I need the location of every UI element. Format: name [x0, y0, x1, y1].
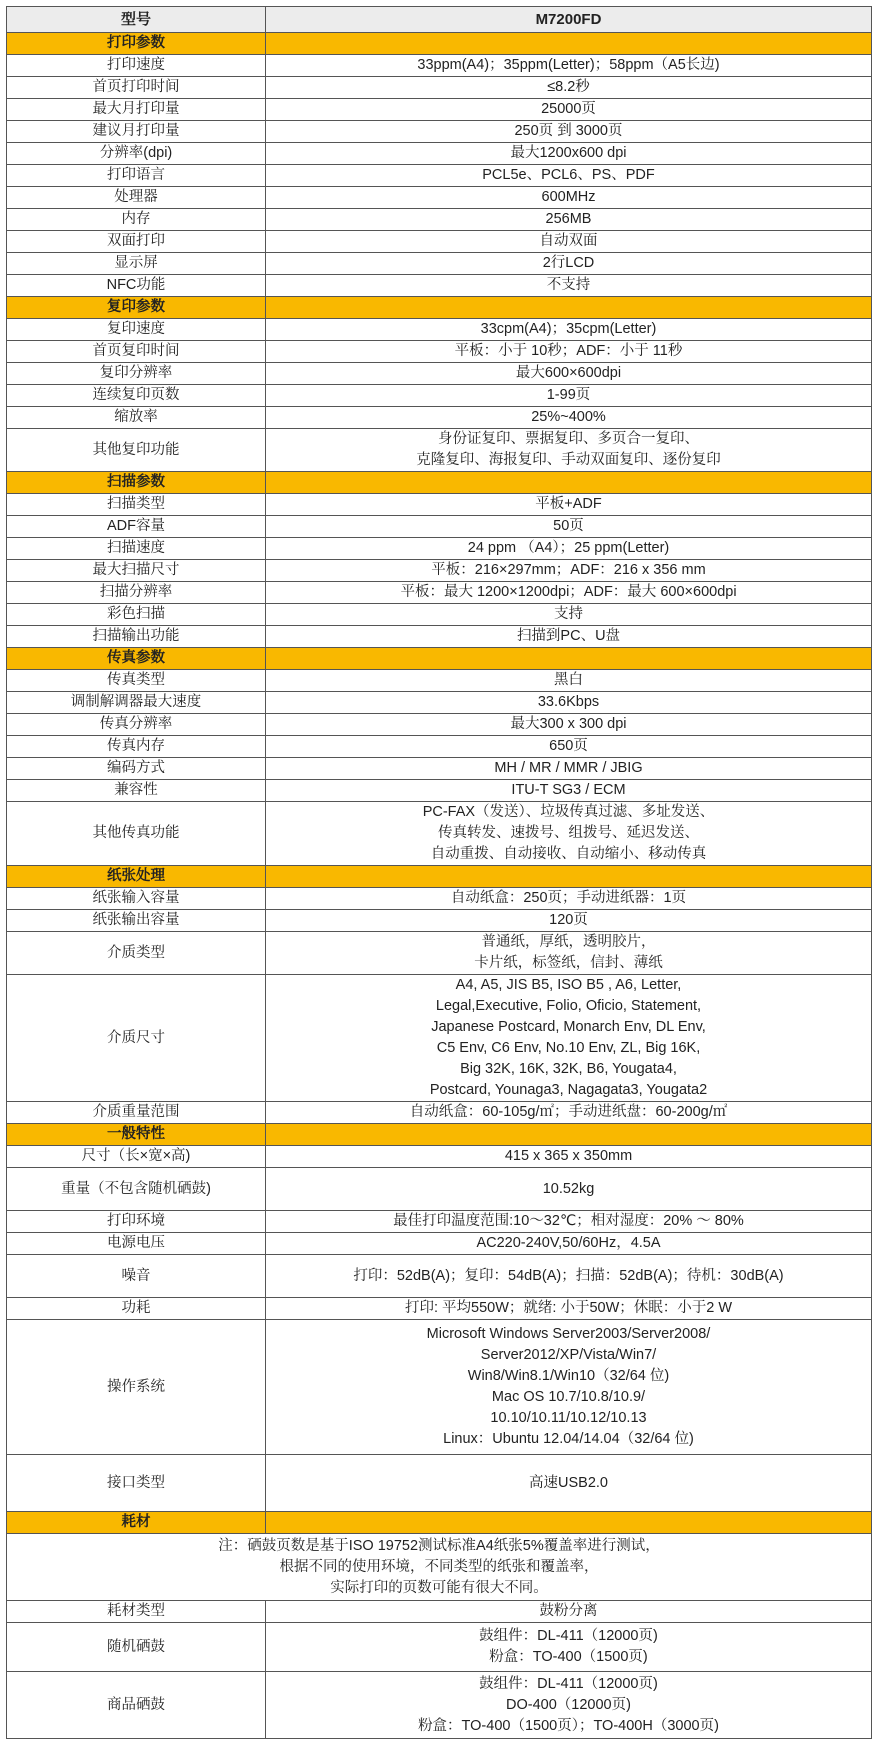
- header-row: [7, 7, 872, 33]
- spec-value-line: 1-99页: [546, 387, 591, 403]
- spec-value: [266, 888, 872, 910]
- spec-label: 显示屏: [7, 253, 266, 275]
- spec-row: [7, 1146, 872, 1168]
- spec-value-line: 身份证复印、票据复印、多页合一复印、: [438, 431, 699, 447]
- spec-value: [266, 1672, 872, 1739]
- spec-value: [266, 55, 872, 77]
- spec-row: [7, 385, 872, 407]
- spec-value: [266, 692, 872, 714]
- spec-value-line: 最佳打印温度范围:10～32℃；相对湿度：20% ～ 80%: [393, 1213, 744, 1229]
- spec-row: [7, 55, 872, 77]
- spec-row: [7, 604, 872, 626]
- spec-value-line: 最大600×600dpi: [515, 365, 622, 381]
- spec-row: [7, 187, 872, 209]
- spec-value: [266, 1233, 872, 1255]
- spec-value-line: 24 ppm （A4）；25 ppm(Letter): [467, 540, 670, 556]
- spec-label: 传真分辨率: [7, 714, 266, 736]
- spec-value-line: 克隆复印、海报复印、手动双面复印、逐份复印: [416, 452, 721, 468]
- spec-value-line: 扫描到PC、U盘: [516, 628, 621, 644]
- spec-value-line: 普通纸，厚纸，透明胶片，: [481, 934, 656, 950]
- spec-row: [7, 99, 872, 121]
- spec-value: [266, 736, 872, 758]
- spec-row: [7, 121, 872, 143]
- spec-row: [7, 1211, 872, 1233]
- section-header-row: [7, 33, 872, 55]
- spec-value-line: 最大300 x 300 dpi: [510, 716, 627, 732]
- header-model-cell: M7200FD: [266, 7, 872, 33]
- spec-value-line: 自动重拨、自动接收、自动缩小、移动传真: [430, 846, 707, 862]
- spec-label: 彩色扫描: [7, 604, 266, 626]
- spec-row: [7, 626, 872, 648]
- spec-value: [266, 99, 872, 121]
- section-header-row: [7, 648, 872, 670]
- spec-value: [266, 363, 872, 385]
- spec-label: 介质类型: [7, 932, 266, 975]
- spec-value: [266, 341, 872, 363]
- spec-value: [266, 1211, 872, 1233]
- section-header-blank: [266, 866, 872, 888]
- spec-row: [7, 319, 872, 341]
- spec-row: [7, 560, 872, 582]
- spec-value: [266, 1146, 872, 1168]
- section-header-blank: [266, 648, 872, 670]
- spec-value: [266, 604, 872, 626]
- spec-label: 打印语言: [7, 165, 266, 187]
- spec-value-line: 支持: [554, 606, 583, 622]
- spec-value-line: 鼓组件：DL-411（12000页): [479, 1628, 658, 1644]
- section-header-blank: [266, 472, 872, 494]
- spec-value: [266, 516, 872, 538]
- spec-row: [7, 494, 872, 516]
- spec-label: 调制解调器最大速度: [7, 692, 266, 714]
- spec-label: 缩放率: [7, 407, 266, 429]
- spec-value-line: AC220-240V,50/60Hz，4.5A: [476, 1235, 661, 1251]
- spec-value-line: MH / MR / MMR / JBIG: [494, 760, 643, 776]
- spec-value-line: 25000页: [541, 101, 596, 117]
- spec-value-line: PC-FAX（发送）、垃圾传真过滤、多址发送、: [422, 804, 715, 820]
- spec-row: [7, 538, 872, 560]
- spec-label: 扫描输出功能: [7, 626, 266, 648]
- spec-value-line: Server2012/XP/Vista/Win7/: [480, 1347, 657, 1363]
- spec-value-line: 256MB: [545, 211, 592, 227]
- spec-value: [266, 538, 872, 560]
- spec-value-line: 打印：52dB(A)；复印：54dB(A)；扫描：52dB(A)；待机：30dB(A): [353, 1267, 784, 1284]
- spec-label: 纸张输出容量: [7, 910, 266, 932]
- section-title: 扫描参数: [7, 472, 266, 494]
- spec-value-line: 粉盒：TO-400（1500页）；TO-400H（3000页): [418, 1717, 719, 1734]
- spec-value-line: Japanese Postcard, Monarch Env, DL Env,: [431, 1019, 706, 1035]
- spec-value: [266, 1623, 872, 1672]
- spec-label: 电源电压: [7, 1233, 266, 1255]
- spec-row: [7, 1168, 872, 1211]
- section-header-blank: [266, 297, 872, 319]
- spec-row: [7, 888, 872, 910]
- section-title: 传真参数: [7, 648, 266, 670]
- spec-row: [7, 1455, 872, 1512]
- spec-row: [7, 692, 872, 714]
- spec-value-line: 打印: 平均550W；就绪: 小于50W；休眠：小于2 W: [404, 1300, 733, 1316]
- spec-value-line: 不支持: [546, 277, 591, 293]
- spec-label: 随机硒鼓: [7, 1623, 266, 1672]
- spec-value: [266, 780, 872, 802]
- spec-row: [7, 1102, 872, 1124]
- spec-value-line: A4, A5, JIS B5, ISO B5 , A6, Letter,: [455, 977, 682, 993]
- spec-row: [7, 407, 872, 429]
- spec-value-line: 650页: [549, 738, 588, 754]
- spec-value: [266, 319, 872, 341]
- spec-row: [7, 975, 872, 1102]
- section-title: 一般特性: [7, 1124, 266, 1146]
- spec-value: [266, 1298, 872, 1320]
- spec-row: [7, 165, 872, 187]
- spec-label: 重量（不包含随机硒鼓): [7, 1168, 266, 1211]
- note-cell: [7, 1534, 872, 1601]
- spec-row: [7, 910, 872, 932]
- spec-value-line: Linux：Ubuntu 12.04/14.04（32/64 位): [443, 1431, 694, 1447]
- spec-value: [266, 714, 872, 736]
- spec-value: [266, 253, 872, 275]
- spec-label: 其他复印功能: [7, 429, 266, 472]
- spec-value-line: 平板：最大 1200×1200dpi；ADF：最大 600×600dpi: [400, 584, 737, 600]
- spec-label: 商品硒鼓: [7, 1672, 266, 1739]
- spec-label: 最大扫描尺寸: [7, 560, 266, 582]
- spec-label: 最大月打印量: [7, 99, 266, 121]
- spec-label: 其他传真功能: [7, 802, 266, 866]
- spec-value-line: 鼓粉分离: [539, 1603, 598, 1619]
- spec-value: [266, 1255, 872, 1298]
- spec-row: [7, 714, 872, 736]
- spec-value-line: 250页 到 3000页: [514, 123, 623, 139]
- spec-value-line: 高速USB2.0: [529, 1474, 608, 1491]
- spec-label: 尺寸（长×宽×高): [7, 1146, 266, 1168]
- spec-value-line: 自动纸盒：250页；手动进纸器：1页: [450, 890, 687, 906]
- spec-row: [7, 253, 872, 275]
- section-title: 打印参数: [7, 33, 266, 55]
- spec-value-line: 415 x 365 x 350mm: [504, 1148, 633, 1164]
- spec-value-line: 最大1200x600 dpi: [510, 145, 627, 161]
- spec-label: NFC功能: [7, 275, 266, 297]
- spec-value: [266, 209, 872, 231]
- spec-value-line: 平板：216×297mm；ADF：216 x 356 mm: [431, 562, 706, 578]
- spec-value-line: 卡片纸，标签纸，信封、薄纸: [474, 955, 663, 971]
- spec-value-line: 粉盒：TO-400（1500页): [489, 1649, 648, 1665]
- spec-row: [7, 736, 872, 758]
- spec-value: [266, 1320, 872, 1455]
- spec-value-line: 10.52kg: [542, 1180, 595, 1197]
- spec-label: 介质尺寸: [7, 975, 266, 1102]
- spec-value-line: 600MHz: [541, 189, 596, 205]
- section-header-row: [7, 1124, 872, 1146]
- spec-value: [266, 758, 872, 780]
- spec-value-line: 自动纸盒：60-105g/㎡；手动进纸盘：60-200g/㎡: [409, 1104, 728, 1120]
- spec-label: 操作系统: [7, 1320, 266, 1455]
- spec-value-line: PCL5e、PCL6、PS、PDF: [482, 167, 655, 183]
- spec-value: [266, 77, 872, 99]
- spec-label: 复印分辨率: [7, 363, 266, 385]
- spec-label: ADF容量: [7, 516, 266, 538]
- spec-value: [266, 802, 872, 866]
- spec-value: [266, 560, 872, 582]
- spec-label: 噪音: [7, 1255, 266, 1298]
- spec-row: [7, 341, 872, 363]
- spec-value-line: 10.10/10.11/10.12/10.13: [490, 1410, 647, 1426]
- spec-row: [7, 582, 872, 604]
- section-header-row: [7, 866, 872, 888]
- section-title: 复印参数: [7, 297, 266, 319]
- spec-row: [7, 77, 872, 99]
- spec-row: [7, 758, 872, 780]
- spec-label: 耗材类型: [7, 1601, 266, 1623]
- spec-row: [7, 143, 872, 165]
- spec-value-line: 120页: [549, 912, 588, 928]
- spec-label: 连续复印页数: [7, 385, 266, 407]
- spec-value-line: Big 32K, 16K, 32K, B6, Yougata4,: [460, 1061, 677, 1077]
- spec-value-line: 自动双面: [539, 233, 598, 249]
- section-title: 纸张处理: [7, 866, 266, 888]
- spec-label: 打印环境: [7, 1211, 266, 1233]
- spec-value-line: 平板+ADF: [535, 496, 602, 512]
- note-row: [7, 1534, 872, 1601]
- spec-row: [7, 516, 872, 538]
- spec-value: [266, 1168, 872, 1211]
- spec-value-line: Microsoft Windows Server2003/Server2008/: [426, 1326, 711, 1342]
- spec-value: [266, 187, 872, 209]
- section-header-row: [7, 297, 872, 319]
- spec-value: [266, 582, 872, 604]
- spec-row: [7, 1601, 872, 1623]
- spec-label: 首页复印时间: [7, 341, 266, 363]
- spec-value-line: ≤8.2秒: [547, 79, 590, 95]
- spec-label: 扫描类型: [7, 494, 266, 516]
- spec-row: [7, 363, 872, 385]
- spec-row: [7, 1623, 872, 1672]
- spec-value-line: 33cpm(A4)；35cpm(Letter): [480, 321, 657, 337]
- spec-row: [7, 231, 872, 253]
- spec-value-line: 鼓组件：DL-411（12000页): [479, 1675, 658, 1692]
- spec-value-line: 黑白: [554, 672, 583, 688]
- spec-value: [266, 1102, 872, 1124]
- spec-value-line: C5 Env, C6 Env, No.10 Env, ZL, Big 16K,: [436, 1040, 701, 1056]
- spec-label: 分辨率(dpi): [7, 143, 266, 165]
- spec-value: [266, 121, 872, 143]
- spec-label: 接口类型: [7, 1455, 266, 1512]
- spec-label: 传真类型: [7, 670, 266, 692]
- note-line: 实际打印的页数可能有很大不同。: [330, 1579, 548, 1596]
- spec-label: 首页打印时间: [7, 77, 266, 99]
- note-line: 根据不同的使用环境，不同类型的纸张和覆盖率，: [279, 1558, 599, 1575]
- spec-row: [7, 209, 872, 231]
- spec-label: 扫描速度: [7, 538, 266, 560]
- spec-value: [266, 1601, 872, 1623]
- spec-value: [266, 670, 872, 692]
- spec-row: [7, 1298, 872, 1320]
- spec-value-line: Win8/Win8.1/Win10（32/64 位): [467, 1368, 670, 1384]
- spec-row: [7, 1672, 872, 1739]
- spec-value-line: DO-400（12000页): [506, 1696, 631, 1713]
- spec-row: [7, 429, 872, 472]
- spec-label: 双面打印: [7, 231, 266, 253]
- spec-row: [7, 670, 872, 692]
- spec-value-line: 平板：小于 10秒；ADF：小于 11秒: [454, 343, 683, 359]
- section-header-blank: [266, 33, 872, 55]
- spec-value: [266, 231, 872, 253]
- spec-label: 建议月打印量: [7, 121, 266, 143]
- section-header-row: [7, 1512, 872, 1534]
- spec-value-line: 25%~400%: [531, 409, 606, 425]
- spec-value: [266, 385, 872, 407]
- spec-value: [266, 165, 872, 187]
- spec-label: 传真内存: [7, 736, 266, 758]
- spec-label: 处理器: [7, 187, 266, 209]
- spec-value: [266, 932, 872, 975]
- spec-label: 打印速度: [7, 55, 266, 77]
- spec-value: [266, 494, 872, 516]
- section-header-blank: [266, 1512, 872, 1534]
- spec-value: [266, 275, 872, 297]
- spec-row: [7, 275, 872, 297]
- spec-row: [7, 1320, 872, 1455]
- spec-label: 介质重量范围: [7, 1102, 266, 1124]
- spec-value-line: Legal,Executive, Folio, Oficio, Statement,: [435, 998, 702, 1014]
- spec-value: [266, 407, 872, 429]
- spec-value: [266, 910, 872, 932]
- spec-value: [266, 143, 872, 165]
- spec-value-line: 传真转发、速拨号、组拨号、延迟发送、: [438, 825, 699, 841]
- spec-value-line: 2行LCD: [542, 255, 595, 271]
- spec-label: 复印速度: [7, 319, 266, 341]
- spec-value-line: 33.6Kbps: [537, 694, 600, 710]
- spec-value: [266, 1455, 872, 1512]
- spec-row: [7, 802, 872, 866]
- section-title: 耗材: [7, 1512, 266, 1534]
- spec-value-line: 50页: [553, 518, 584, 534]
- spec-row: [7, 1255, 872, 1298]
- spec-value-line: Postcard, Younaga3, Nagagata3, Yougata2: [429, 1082, 708, 1098]
- header-label-cell: 型号: [7, 7, 266, 33]
- spec-table-body: [7, 7, 872, 1739]
- section-header-blank: [266, 1124, 872, 1146]
- spec-value: [266, 626, 872, 648]
- spec-value-line: 33ppm(A4)；35ppm(Letter)；58ppm（A5长边): [417, 57, 720, 73]
- spec-value-line: Mac OS 10.7/10.8/10.9/: [491, 1389, 646, 1405]
- spec-table: [6, 6, 872, 1739]
- section-header-row: [7, 472, 872, 494]
- spec-label: 扫描分辨率: [7, 582, 266, 604]
- spec-label: 内存: [7, 209, 266, 231]
- spec-row: [7, 1233, 872, 1255]
- spec-label: 编码方式: [7, 758, 266, 780]
- spec-label: 兼容性: [7, 780, 266, 802]
- spec-row: [7, 780, 872, 802]
- spec-value-line: ITU-T SG3 / ECM: [511, 782, 626, 798]
- spec-label: 功耗: [7, 1298, 266, 1320]
- spec-row: [7, 932, 872, 975]
- note-line: 注：硒鼓页数是基于ISO 19752测试标准A4纸张5%覆盖率进行测试，: [218, 1537, 660, 1554]
- spec-label: 纸张输入容量: [7, 888, 266, 910]
- spec-value: [266, 429, 872, 472]
- spec-value: [266, 975, 872, 1102]
